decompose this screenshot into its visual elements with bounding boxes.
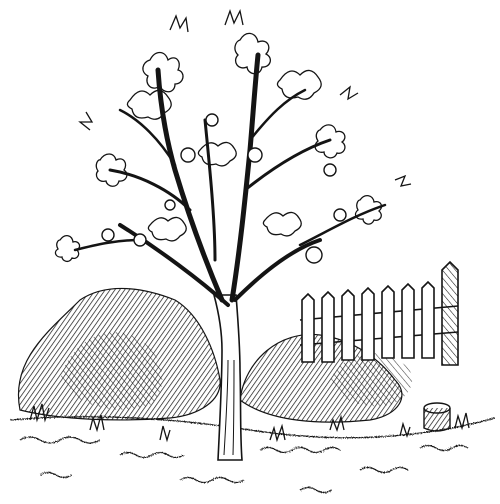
picket-fence: [300, 262, 458, 365]
stump: [424, 403, 450, 431]
shrubs-left: [18, 288, 220, 419]
foliage: [55, 11, 411, 261]
tree-branches: [75, 55, 385, 305]
ground: [10, 417, 495, 493]
